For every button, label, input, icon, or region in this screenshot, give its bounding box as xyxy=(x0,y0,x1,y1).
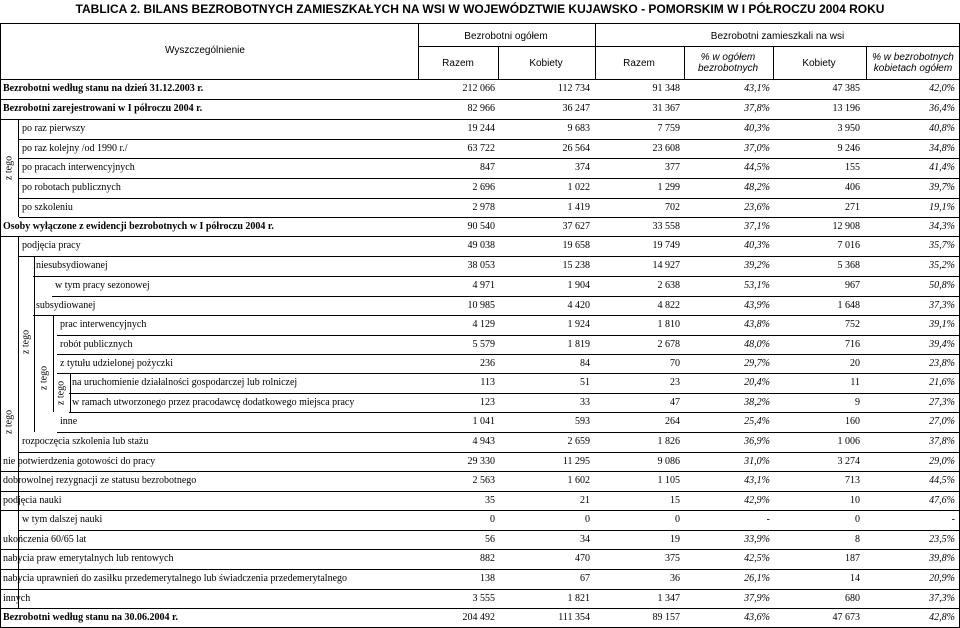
table-cell: 3 950 xyxy=(837,123,860,134)
table-cell: 37,0% xyxy=(744,143,770,154)
table-cell: 0 xyxy=(855,514,860,525)
table-cell: 593 xyxy=(575,416,590,427)
table-cell: 20,9% xyxy=(929,573,955,584)
table-cell: 0 xyxy=(490,514,495,525)
grid-line xyxy=(866,46,867,79)
table-cell: 37,8% xyxy=(929,436,955,447)
table-cell: 23 xyxy=(670,377,680,388)
row-label: podjęcia pracy xyxy=(22,240,81,251)
table-cell: 43,9% xyxy=(744,300,770,311)
table-cell: 53,1% xyxy=(744,280,770,291)
table-cell: 1 419 xyxy=(567,202,590,213)
table-cell: 33,9% xyxy=(744,534,770,545)
table-cell: 204 492 xyxy=(462,612,495,623)
row-label: po szkoleniu xyxy=(22,202,73,213)
table-cell: 374 xyxy=(575,162,590,173)
table-cell: 39,7% xyxy=(929,182,955,193)
header-pct-kobiet: % w bezrobotnych kobietach ogółem xyxy=(872,52,954,74)
table-cell: 8 xyxy=(855,534,860,545)
table-cell: 20 xyxy=(850,358,860,369)
table-cell: 29 330 xyxy=(467,456,495,467)
table-cell: 2 696 xyxy=(472,182,495,193)
row-label: inne xyxy=(60,416,78,427)
z-tego-side-label: z tego xyxy=(55,380,67,406)
row-label: Bezrobotni według stanu na 30.06.2004 r. xyxy=(3,612,179,623)
table-cell: 25,4% xyxy=(744,416,770,427)
table-cell: 23,5% xyxy=(929,534,955,545)
table-cell: 1 602 xyxy=(567,475,590,486)
table-cell: 19 658 xyxy=(562,240,590,251)
header-group-ogolem: Bezrobotni ogółem xyxy=(464,31,548,42)
table-cell: 212 066 xyxy=(462,83,495,94)
table-cell: 36 xyxy=(670,573,680,584)
row-label: po robotach publicznych xyxy=(22,182,121,193)
table-cell: 48,0% xyxy=(744,339,770,350)
table-cell: 35 xyxy=(485,495,495,506)
table-cell: 19 749 xyxy=(652,240,680,251)
table-cell: 48,2% xyxy=(744,182,770,193)
table-cell: 4 943 xyxy=(472,436,495,447)
grid-line xyxy=(684,46,685,79)
row-label: nabycia praw emerytalnych lub rentowych xyxy=(3,553,174,564)
header-kobiety-wies: Kobiety xyxy=(802,58,836,69)
row-label: w ramach utworzonego przez pracodawcę dodatkowego miejsca pracy xyxy=(72,397,355,408)
table-cell: - xyxy=(766,514,770,525)
table-cell: 40,3% xyxy=(744,123,770,134)
table-cell: 67 xyxy=(580,573,590,584)
grid-line xyxy=(53,315,54,412)
table-cell: 2 978 xyxy=(472,202,495,213)
table-cell: 155 xyxy=(845,162,860,173)
grid-line xyxy=(0,23,960,24)
table-cell: 29,7% xyxy=(744,358,770,369)
table-cell: 752 xyxy=(845,319,860,330)
table-cell: 26 564 xyxy=(562,143,590,154)
z-tego-side-label: z tego xyxy=(3,155,15,181)
table-cell: 21 xyxy=(580,495,590,506)
row-label: po raz kolejny /od 1990 r./ xyxy=(22,143,128,154)
z-tego-side-label: z tego xyxy=(3,409,15,435)
table-cell: 37,1% xyxy=(744,221,770,232)
table-cell: 847 xyxy=(480,162,495,173)
table-title: TABLICA 2. BILANS BEZROBOTNYCH ZAMIESZKAŁYCH NA WSI W WOJEWÓDZTWIE KUJAWSKO - POMORSKIM W I PÓŁROCZU 2004 ROKU xyxy=(75,2,885,16)
table-cell: 967 xyxy=(845,280,860,291)
table-cell: 5 579 xyxy=(472,339,495,350)
table-cell: 4 129 xyxy=(472,319,495,330)
table-cell: 27,0% xyxy=(929,416,955,427)
grid-line xyxy=(773,46,774,79)
table-cell: 470 xyxy=(575,553,590,564)
table-cell: 1 022 xyxy=(567,182,590,193)
row-label: Bezrobotni według stanu na dzień 31.12.2003 r. xyxy=(3,83,204,94)
header-group-wies: Bezrobotni zamieszkali na wsi xyxy=(710,31,845,42)
table-cell: 13 196 xyxy=(832,103,860,114)
table-cell: 35,7% xyxy=(929,240,955,251)
table-cell: 47 673 xyxy=(832,612,860,623)
table-cell: 39,4% xyxy=(929,339,955,350)
table-cell: 9 xyxy=(855,397,860,408)
table-cell: 37 627 xyxy=(562,221,590,232)
table-cell: 40,8% xyxy=(929,123,955,134)
row-label: po raz pierwszy xyxy=(22,123,86,134)
row-label: ukończenia 60/65 lat xyxy=(3,534,87,545)
table-cell: 375 xyxy=(665,553,680,564)
table-cell: 29,0% xyxy=(929,456,955,467)
table-cell: 21,6% xyxy=(929,377,955,388)
table-cell: 84 xyxy=(580,358,590,369)
table-cell: 12 908 xyxy=(832,221,860,232)
table-cell: 39,1% xyxy=(929,319,955,330)
table-cell: 1 819 xyxy=(567,339,590,350)
table-cell: 264 xyxy=(665,416,680,427)
table-cell: 70 xyxy=(670,358,680,369)
table-cell: 9 246 xyxy=(837,143,860,154)
grid-line xyxy=(18,119,19,217)
table-cell: 10 xyxy=(850,495,860,506)
table-cell: 3 274 xyxy=(837,456,860,467)
header-razem-wies: Razem xyxy=(623,58,655,69)
table-cell: 112 734 xyxy=(557,83,590,94)
table-cell: 15 238 xyxy=(562,260,590,271)
row-label: Osoby wyłączone z ewidencji bezrobotnych w I półroczu 2004 r. xyxy=(3,221,274,232)
table-cell: 1 821 xyxy=(567,593,590,604)
grid-line xyxy=(595,23,596,79)
table-cell: 23,6% xyxy=(744,202,770,213)
table-cell: 11 295 xyxy=(562,456,590,467)
table-cell: 36,9% xyxy=(744,436,770,447)
row-label: innych xyxy=(3,593,31,604)
table-cell: 1 105 xyxy=(657,475,680,486)
table-cell: 111 354 xyxy=(558,612,590,623)
table-cell: 20,4% xyxy=(744,377,770,388)
table-cell: 113 xyxy=(480,377,495,388)
z-tego-side-label: z tego xyxy=(38,365,50,391)
table-cell: 2 563 xyxy=(472,475,495,486)
table-cell: 49 038 xyxy=(467,240,495,251)
table-cell: 91 348 xyxy=(652,83,680,94)
table-cell: 4 420 xyxy=(567,300,590,311)
table-cell: 882 xyxy=(480,553,495,564)
row-label: Bezrobotni zarejestrowani w I półroczu 2004 r. xyxy=(3,103,203,114)
table-cell: 37,3% xyxy=(929,300,955,311)
table-cell: 82 966 xyxy=(467,103,495,114)
table-cell: 51 xyxy=(580,377,590,388)
table-cell: 44,5% xyxy=(929,475,955,486)
table-cell: 34,3% xyxy=(929,221,955,232)
table-cell: 47 385 xyxy=(832,83,860,94)
table-cell: 713 xyxy=(845,475,860,486)
table-cell: 47 xyxy=(670,397,680,408)
table-cell: 19 244 xyxy=(467,123,495,134)
table-cell: 23,8% xyxy=(929,358,955,369)
table-cell: 1 648 xyxy=(837,300,860,311)
table-cell: 1 826 xyxy=(657,436,680,447)
header-row-label: Wyszczególnienie xyxy=(165,45,245,56)
table-cell: 138 xyxy=(480,573,495,584)
table-cell: 10 985 xyxy=(467,300,495,311)
table-cell: 0 xyxy=(585,514,590,525)
table-cell: 2 678 xyxy=(657,339,680,350)
table-cell: 19,1% xyxy=(929,202,955,213)
table-cell: 0 xyxy=(675,514,680,525)
table-cell: 89 157 xyxy=(652,612,680,623)
table-cell: 40,3% xyxy=(744,240,770,251)
table-cell: 36,4% xyxy=(929,103,955,114)
table-cell: 23 608 xyxy=(652,143,680,154)
table-cell: 1 299 xyxy=(657,182,680,193)
row-label: w tym dalszej nauki xyxy=(22,514,103,525)
table-cell: 1 006 xyxy=(837,436,860,447)
table-cell: 7 759 xyxy=(657,123,680,134)
grid-line xyxy=(0,79,1,627)
table-cell: 19 xyxy=(670,534,680,545)
table-cell: 37,8% xyxy=(744,103,770,114)
grid-line xyxy=(34,256,35,432)
table-cell: 4 971 xyxy=(472,280,495,291)
row-label: z tytułu udzielonej pożyczki xyxy=(60,358,174,369)
table-cell: 31 367 xyxy=(652,103,680,114)
table-cell: 7 016 xyxy=(837,240,860,251)
table-cell: 123 xyxy=(480,397,495,408)
table-cell: 35,2% xyxy=(929,260,955,271)
table-cell: 406 xyxy=(845,182,860,193)
row-label: na uruchomienie działalności gospodarczej lub rolniczej xyxy=(72,377,298,388)
table-cell: 42,5% xyxy=(744,553,770,564)
table-cell: 160 xyxy=(845,416,860,427)
table-cell: 41,4% xyxy=(929,162,955,173)
table-cell: - xyxy=(951,514,955,525)
row-label: prac interwencyjnych xyxy=(60,319,147,330)
table-cell: 26,1% xyxy=(744,573,770,584)
table-cell: 43,1% xyxy=(744,83,770,94)
table-cell: 37,9% xyxy=(744,593,770,604)
table-cell: 377 xyxy=(665,162,680,173)
z-tego-side-label: z tego xyxy=(20,329,32,355)
table-cell: 37,3% xyxy=(929,593,955,604)
table-cell: 34 xyxy=(580,534,590,545)
row-label: subsydiowanej xyxy=(36,300,96,311)
header-pct-ogolem: % w ogółem bezrobotnych xyxy=(697,52,759,74)
table-cell: 680 xyxy=(845,593,860,604)
header-razem-ogolem: Razem xyxy=(442,58,474,69)
table-cell: 27,3% xyxy=(929,397,955,408)
row-label: podjęcia nauki xyxy=(3,495,62,506)
table-cell: 187 xyxy=(845,553,860,564)
row-label: niesubsydiowanej xyxy=(36,260,108,271)
table-cell: 9 683 xyxy=(567,123,590,134)
table-cell: 33 558 xyxy=(652,221,680,232)
table-cell: 716 xyxy=(845,339,860,350)
table-cell: 38 053 xyxy=(467,260,495,271)
table-cell: 4 822 xyxy=(657,300,680,311)
table-cell: 43,6% xyxy=(744,612,770,623)
table-cell: 1 347 xyxy=(657,593,680,604)
table-cell: 2 659 xyxy=(567,436,590,447)
table-cell: 15 xyxy=(670,495,680,506)
table-cell: 1 904 xyxy=(567,280,590,291)
table-cell: 42,9% xyxy=(744,495,770,506)
table-cell: 11 xyxy=(850,377,860,388)
table-cell: 1 810 xyxy=(657,319,680,330)
grid-line xyxy=(418,23,419,79)
table-cell: 33 xyxy=(580,397,590,408)
table-cell: 2 638 xyxy=(657,280,680,291)
table-cell: 56 xyxy=(485,534,495,545)
table-cell: 44,5% xyxy=(744,162,770,173)
row-label: nie potwierdzenia gotowości do pracy xyxy=(3,456,156,467)
table-cell: 702 xyxy=(665,202,680,213)
table-cell: 47,6% xyxy=(929,495,955,506)
table-cell: 50,8% xyxy=(929,280,955,291)
table-cell: 42,8% xyxy=(929,612,955,623)
table-cell: 36 247 xyxy=(562,103,590,114)
table-cell: 39,2% xyxy=(744,260,770,271)
row-label: nabycia uprawnień do zasiłku przedemerytalnego lub świadczenia przedemerytalnego xyxy=(3,573,348,584)
table-cell: 90 540 xyxy=(467,221,495,232)
table-cell: 1 924 xyxy=(567,319,590,330)
table-cell: 236 xyxy=(480,358,495,369)
table-cell: 34,8% xyxy=(929,143,955,154)
grid-line xyxy=(0,23,1,79)
row-label: robót publicznych xyxy=(60,339,133,350)
table-cell: 42,0% xyxy=(929,83,955,94)
table-cell: 271 xyxy=(845,202,860,213)
row-label: dobrowolnej rezygnacji ze statusu bezrobotnego xyxy=(3,475,197,486)
table-cell: 38,2% xyxy=(744,397,770,408)
table-cell: 63 722 xyxy=(467,143,495,154)
grid-line xyxy=(70,373,71,412)
table-cell: 1 041 xyxy=(472,416,495,427)
table-cell: 3 555 xyxy=(472,593,495,604)
table-cell: 14 927 xyxy=(652,260,680,271)
table-cell: 14 xyxy=(850,573,860,584)
table-cell: 9 086 xyxy=(657,456,680,467)
row-label: rozpoczęcia szkolenia lub stażu xyxy=(22,436,149,447)
table-cell: 31,0% xyxy=(744,456,770,467)
table-cell: 43,1% xyxy=(744,475,770,486)
row-label: po pracach interwencyjnych xyxy=(22,162,135,173)
grid-line xyxy=(498,46,499,79)
row-label: w tym pracy sezonowej xyxy=(55,280,150,291)
table-cell: 39,8% xyxy=(929,553,955,564)
grid-line xyxy=(418,46,960,47)
header-kobiety-ogolem: Kobiety xyxy=(529,58,563,69)
table-cell: 5 368 xyxy=(837,260,860,271)
table-cell: 43,8% xyxy=(744,319,770,330)
